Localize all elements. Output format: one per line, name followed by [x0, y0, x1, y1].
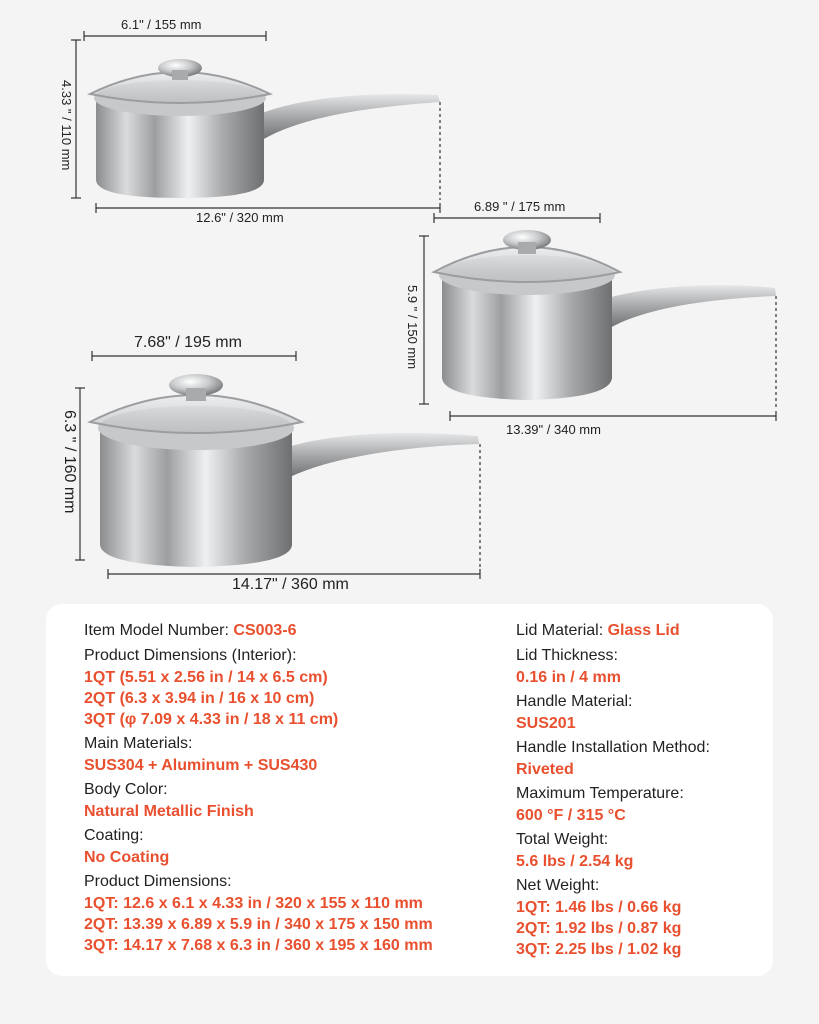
spec-materials-label: Main Materials:	[84, 735, 193, 752]
spec-handle-material	[516, 691, 756, 734]
spec-lid-thickness	[516, 645, 756, 688]
spec-max-temp-label: Maximum Temperature:	[516, 785, 684, 802]
spec-interior-label: Product Dimensions (Interior):	[84, 647, 297, 664]
pot1-bottom-dimension: 12.6" / 320 mm	[196, 210, 284, 225]
spec-lid-material-value: Glass Lid	[607, 622, 680, 639]
spec-net-weight-2qt: 2QT: 1.92 lbs / 0.87 kg	[516, 920, 682, 937]
spec-handle-install-value: Riveted	[516, 761, 574, 778]
pot-3qt	[90, 374, 479, 567]
specs-right-column	[516, 620, 756, 963]
spec-total-weight-label: Total Weight:	[516, 831, 609, 848]
pot2-top-dimension: 6.89 " / 175 mm	[474, 199, 566, 214]
spec-product-dims-label: Product Dimensions:	[84, 873, 232, 890]
pot3-side-dimension: 6.3 " / 160 mm	[61, 410, 78, 514]
spec-handle-material-value: SUS201	[516, 715, 576, 732]
spec-coating-label: Coating:	[84, 827, 144, 844]
spec-coating-value: No Coating	[84, 849, 170, 866]
spec-net-weight	[516, 875, 756, 960]
pot-2qt	[434, 230, 776, 400]
spec-max-temp-value: 600 °F / 315 °C	[516, 807, 626, 824]
spec-model-value: CS003-6	[233, 622, 297, 639]
spec-lid-material	[516, 620, 756, 642]
spec-net-weight-label: Net Weight:	[516, 877, 600, 894]
pot3-bottom-dimension: 14.17" / 360 mm	[232, 576, 349, 593]
spec-net-weight-3qt: 3QT: 2.25 lbs / 1.02 kg	[516, 941, 682, 958]
spec-net-weight-1qt: 1QT: 1.46 lbs / 0.66 kg	[516, 899, 682, 916]
spec-coating	[84, 825, 504, 868]
spec-handle-install-label: Handle Installation Method:	[516, 739, 710, 756]
spec-model	[84, 620, 504, 642]
spec-product-dims-2qt: 2QT: 13.39 x 6.89 x 5.9 in / 340 x 175 x 150 mm	[84, 916, 433, 933]
spec-lid-thickness-label: Lid Thickness:	[516, 647, 618, 664]
spec-materials-value: SUS304 + Aluminum + SUS430	[84, 757, 318, 774]
spec-color-value: Natural Metallic Finish	[84, 803, 254, 820]
spec-interior-3qt: 3QT (φ 7.09 x 4.33 in / 18 x 11 cm)	[84, 711, 339, 728]
pot1-side-dimension: 4.33 " / 110 mm	[59, 80, 74, 171]
pot2-bottom-dimension: 13.39" / 340 mm	[506, 422, 601, 437]
spec-lid-material-label: Lid Material:	[516, 622, 608, 639]
spec-product-dims-1qt: 1QT: 12.6 x 6.1 x 4.33 in / 320 x 155 x 110 mm	[84, 895, 423, 912]
spec-lid-thickness-value: 0.16 in / 4 mm	[516, 669, 621, 686]
spec-materials	[84, 733, 504, 776]
spec-handle-install	[516, 737, 756, 780]
spec-model-label: Item Model Number:	[84, 622, 234, 639]
spec-handle-material-label: Handle Material:	[516, 693, 633, 710]
spec-total-weight	[516, 829, 756, 872]
specs-card	[46, 604, 773, 976]
spec-total-weight-value: 5.6 lbs / 2.54 kg	[516, 853, 634, 870]
spec-interior-2qt: 2QT (6.3 x 3.94 in / 16 x 10 cm)	[84, 690, 315, 707]
spec-product-dims-3qt: 3QT: 14.17 x 7.68 x 6.3 in / 360 x 195 x 160 mm	[84, 937, 433, 954]
pot2-side-dimension: 5.9 " / 150 mm	[405, 285, 420, 370]
spec-max-temp	[516, 783, 756, 826]
spec-color	[84, 779, 504, 822]
spec-interior	[84, 645, 504, 730]
pot3-top-dimension: 7.68" / 195 mm	[134, 334, 242, 351]
pot-1qt	[90, 59, 440, 198]
spec-product-dims	[84, 871, 504, 956]
spec-interior-1qt: 1QT (5.51 x 2.56 in / 14 x 6.5 cm)	[84, 669, 328, 686]
pot1-top-dimension: 6.1" / 155 mm	[121, 17, 202, 32]
spec-color-label: Body Color:	[84, 781, 168, 798]
specs-left-column	[84, 620, 504, 959]
